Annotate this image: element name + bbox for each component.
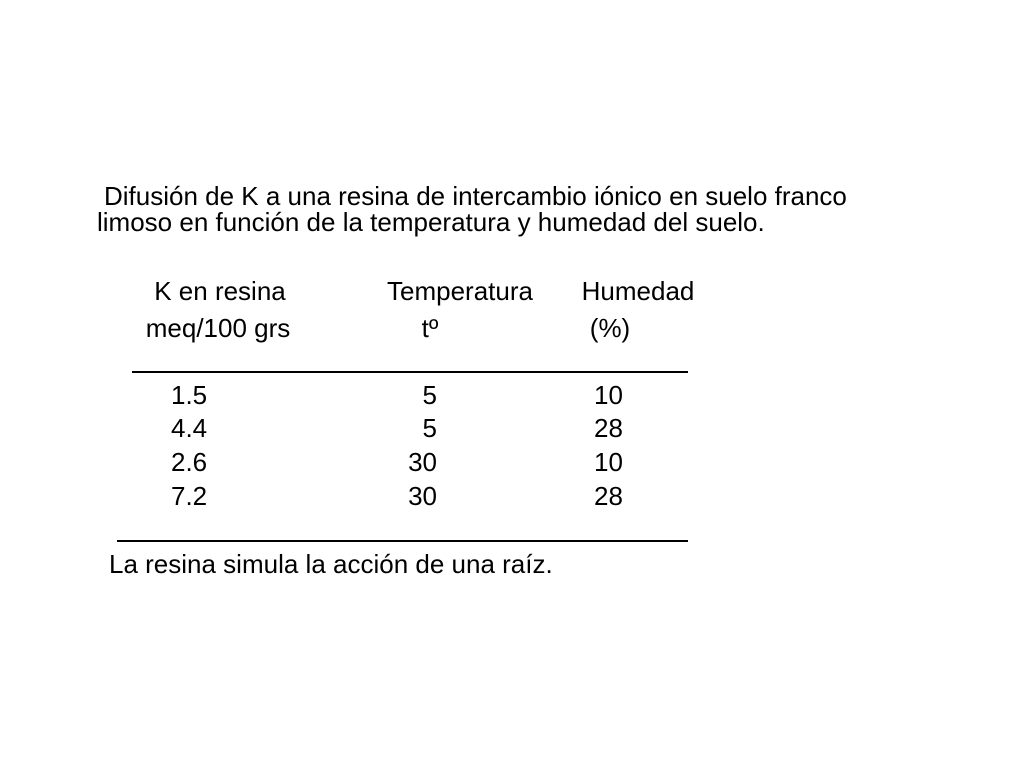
- header-humedad-unit: (%): [589, 313, 631, 343]
- header-temperatura-unit: tº: [421, 313, 439, 343]
- title-line-1: Difusión de K a una resina de intercambio iónico en suelo franco: [104, 181, 847, 211]
- cell-temp: 5: [422, 380, 437, 410]
- header-temperatura: Temperatura: [387, 276, 533, 306]
- footnote: La resina simula la acción de una raíz.: [109, 549, 553, 579]
- cell-k: 1.5: [171, 380, 208, 410]
- header-k-resina: K en resina: [154, 276, 286, 306]
- cell-humedad: 28: [594, 481, 623, 511]
- table-bottom-rule: [117, 540, 688, 542]
- cell-k: 7.2: [171, 481, 208, 511]
- cell-k: 2.6: [171, 447, 208, 477]
- cell-humedad: 28: [594, 413, 623, 443]
- cell-humedad: 10: [594, 447, 623, 477]
- cell-temp: 30: [408, 447, 437, 477]
- cell-temp: 30: [408, 481, 437, 511]
- cell-temp: 5: [422, 413, 437, 443]
- table-top-rule: [132, 371, 688, 373]
- header-humedad: Humedad: [581, 276, 695, 306]
- cell-k: 4.4: [171, 413, 208, 443]
- cell-humedad: 10: [594, 380, 623, 410]
- header-k-resina-unit: meq/100 grs: [145, 313, 291, 343]
- title-line-2: limoso en función de la temperatura y humedad del suelo.: [97, 207, 765, 237]
